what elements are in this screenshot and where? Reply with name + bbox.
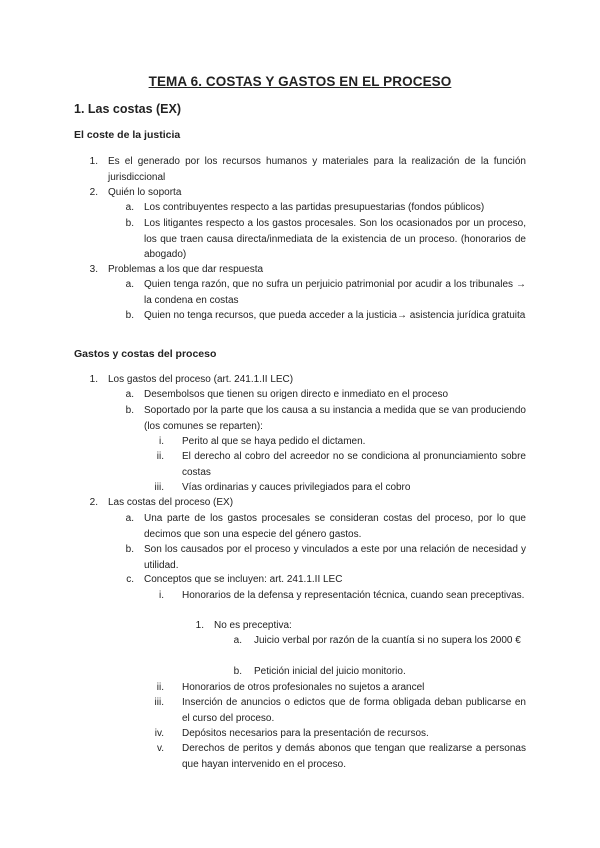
list-marker: ii.	[156, 451, 164, 462]
list-item-text: El derecho al cobro del acreedor no se condiciona al pronunciamiento sobre costas	[182, 451, 526, 478]
list-item	[125, 511, 526, 542]
list-item-text: Juicio verbal por razón de la cuantía si no supera los 2000 €	[254, 635, 521, 646]
list-item	[150, 434, 526, 450]
list-item-text: Quién lo soporta	[108, 187, 182, 198]
list-item	[90, 185, 526, 201]
list-item-text: Problemas a los que dar respuesta	[108, 264, 264, 275]
list-item-text: Honorarios de otros profesionales no sujetos a arancel	[182, 682, 425, 693]
list-marker: b.	[125, 544, 134, 555]
subheading-gastos-costas: Gastos y costas del proceso	[74, 348, 217, 360]
list-marker: 1.	[89, 374, 98, 385]
list-item	[150, 588, 526, 604]
list-item	[150, 480, 526, 496]
list-item-text: No es preceptiva:	[214, 620, 292, 631]
list-item-text: Las costas del proceso (EX)	[108, 497, 234, 508]
list-marker: a.	[125, 389, 134, 400]
list-item-text: Los litigantes respecto a los gastos procesales. Son los ocasionados por un proceso, los que traen causa directa/inmediata de la existencia de un proceso. (honorarios de abogado)	[144, 218, 526, 260]
list-item-text: Quien no tenga recursos, que pueda acceder a la justicia→ asistencia jurídica gratuita	[144, 310, 526, 321]
list-item	[90, 154, 526, 185]
list-item-text: Honorarios de la defensa y representación técnica, cuando sean preceptivas.	[182, 590, 525, 601]
list-marker: c.	[126, 574, 134, 585]
list-item-text: Quien tenga razón, que no sufra un perjuicio patrimonial por acudir a los tribunales → la condena en costas	[144, 279, 526, 306]
list-marker: b.	[233, 666, 242, 677]
list-item	[125, 308, 526, 324]
list-item-text: Desembolsos que tienen su origen directo e inmediato en el proceso	[144, 389, 449, 400]
list-item	[150, 741, 526, 772]
list-item-text: Los contribuyentes respecto a las partidas presupuestarias (fondos públicos)	[144, 202, 485, 213]
list-marker: 3.	[89, 264, 98, 275]
list-marker: ii.	[156, 682, 164, 693]
list-item	[150, 449, 526, 480]
list-item-text: Conceptos que se incluyen: art. 241.1.II LEC	[144, 574, 343, 585]
list-item	[125, 200, 526, 216]
list-marker: 2.	[89, 497, 98, 508]
list-marker: i.	[159, 436, 164, 447]
list-item-text: Es el generado por los recursos humanos y materiales para la realización de la función jurisdiccional	[108, 156, 526, 183]
list-item	[90, 372, 526, 388]
list-marker: 1.	[195, 620, 204, 631]
list-marker: v.	[156, 743, 164, 754]
list-item	[230, 633, 526, 649]
list-marker: 2.	[89, 187, 98, 198]
page-title: TEMA 6. COSTAS Y GASTOS EN EL PROCESO	[148, 74, 452, 89]
list-item	[90, 262, 526, 278]
list-item	[90, 495, 526, 511]
list-marker: iii.	[154, 697, 164, 708]
list-marker: b.	[125, 405, 134, 416]
list-item	[125, 542, 526, 573]
list-item-text: Una parte de los gastos procesales se consideran costas del proceso, por lo que decimos que son una especie del género gastos.	[144, 513, 526, 540]
section-heading-costas: 1. Las costas (EX)	[74, 102, 181, 116]
list-item	[125, 387, 526, 403]
list-marker: a.	[233, 635, 242, 646]
list-marker: iii.	[154, 482, 164, 493]
list-item-text: Perito al que se haya pedido el dictamen.	[182, 436, 366, 447]
list-item	[230, 664, 526, 680]
list-marker: a.	[125, 513, 134, 524]
list-item-text: Vías ordinarias y cauces privilegiados para el cobro	[182, 482, 411, 493]
list-item-text: Derechos de peritos y demás abonos que tengan que realizarse a personas que hayan intervenido en el proceso.	[182, 743, 526, 770]
list-item	[125, 277, 526, 308]
list-item	[128, 572, 526, 588]
list-item	[150, 680, 526, 696]
list-item-text: Inserción de anuncios o edictos que de forma obligada deban publicarse en el curso del proceso.	[182, 697, 526, 724]
list-marker: 1.	[89, 156, 98, 167]
list-item	[190, 618, 526, 634]
list-item-text: Depósitos necesarios para la presentación de recursos.	[182, 728, 429, 739]
list-marker: iv.	[154, 728, 164, 739]
list-item	[150, 726, 526, 742]
list-item	[125, 403, 526, 434]
subheading-coste-justicia: El coste de la justicia	[74, 129, 181, 141]
list-item-text: Son los causados por el proceso y vinculados a este por una relación de necesidad y utilidad.	[144, 544, 526, 571]
list-marker: a.	[125, 279, 134, 290]
list-item-text: Petición inicial del juicio monitorio.	[254, 666, 406, 677]
list-item-text: Los gastos del proceso (art. 241.1.II LEC)	[108, 374, 294, 385]
list-marker: i.	[159, 590, 164, 601]
list-marker: b.	[125, 218, 134, 229]
list-item	[150, 695, 526, 726]
list-marker: b.	[125, 310, 134, 321]
list-item-text: Soportado por la parte que los causa a su instancia a medida que se van produciendo (los comunes se reparten):	[144, 405, 526, 432]
list-item	[125, 216, 526, 263]
list-marker: a.	[125, 202, 134, 213]
